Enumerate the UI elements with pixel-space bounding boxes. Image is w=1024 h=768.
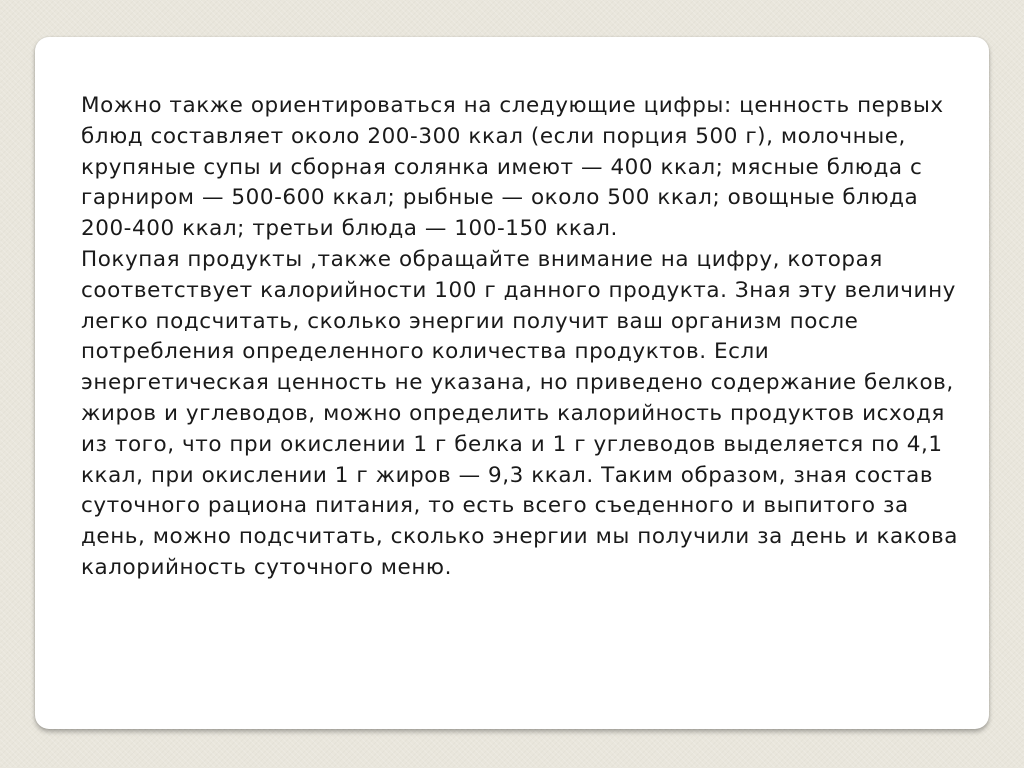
paragraph-dish-calories: Можно также ориентироваться на следующие цифры: ценность первых блюд составляет около 200-300 ккал (если порция 500 г), молочные, крупяные супы и сборная солянка имеют — 400 ккал; мясные блюда с гарниром — 500-600 ккал; рыбные — около 500 ккал; овощные блюда 200-400 ккал; третьи блюда — 100-150 ккал. [81,93,944,242]
paragraph-product-calories: Покупая продукты ,также обращайте внимание на цифру, которая соответствует калорийности 100 г данного продукта. Зная эту величину легко подсчитать, сколько энергии получит ваш организм после потребления определенного количества продуктов. Если энергетическая ценность не указана, но приведено содержание белков, жиров и углеводов, можно определить калорийность продуктов исходя из того, что при окислении 1 г белка и 1 г углеводов выделяется по 4,1 ккал, при окислении 1 г жиров — 9,3 ккал. Таким образом, зная состав суточного рациона питания, то есть всего съеденного и выпитого за день, можно подсчитать, сколько энергии мы получили за день и какова калорийность суточного меню. [81,246,958,580]
slide-text [81,91,961,584]
slide-panel [35,37,989,729]
